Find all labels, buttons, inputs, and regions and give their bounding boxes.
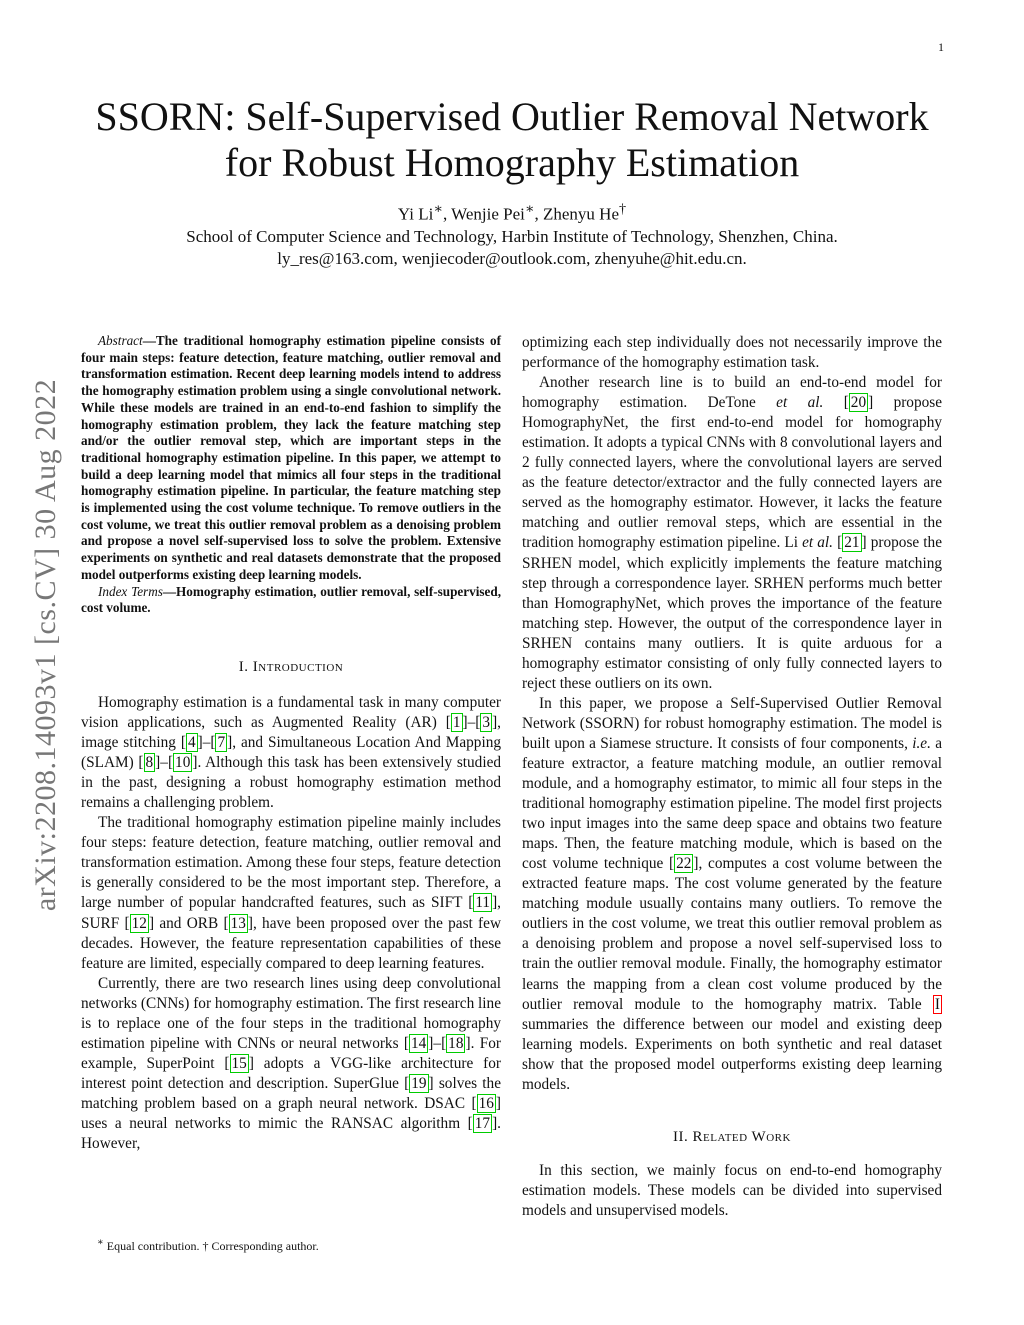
- author-names: Yi Li∗, Wenjie Pei∗, Zhenyu He†: [397, 201, 627, 224]
- citation-link[interactable]: 12: [131, 914, 147, 932]
- index-terms: [81, 584, 501, 617]
- section-heading-related-work: II. Related Work: [673, 1128, 791, 1145]
- author-block: [80, 198, 944, 270]
- citation-link[interactable]: 4: [187, 734, 196, 752]
- page-number: 1: [938, 40, 944, 54]
- section-heading-introduction: I. Introduction: [238, 658, 344, 675]
- intro-paragraph-5: In this paper, we propose a Self-Supervised Outlier Removal Network (SSORN) for robust homography estimation. The model is built upon a Siamese structure. It consists of four components, i.e. a feature extractor, a feature matching module, an outlier removal module, and a homography estimator, to mimic all four steps in the traditional homography estimation pipeline. The model first projects two input images into the same deep space and obtains two feature maps. Then, the feature matching module, which is based on the cost volume technique [ 22 ], computes a cost volume between the extracted feature maps. The cost volume generated by the feature matching module usually contains many outliers. To remove the outliers in the cost volume, we treat this outlier removal problem as a denoising problem and propose a novel self-supervised loss to train the outlier removal module. Finally, the homography estimator learns the mapping from a clean cost volume produced by the outlier removal module to the homography matrix. Table I summaries the difference between our model and existing deep learning models. Experiments on both synthetic and real dataset show that the proposed model outperforms existing deep learning models.: [522, 694, 942, 1093]
- citation-link[interactable]: 15: [231, 1054, 247, 1072]
- paper-title: [80, 94, 944, 186]
- intro-paragraph-1: Homography estimation is a fundamental task in many computer vision applications, such as Augmented Reality (AR) [ 1 ]–[ 3 ], image stitching [ 4 ]–[ 7 ], and Simultaneous Location And Mapping (SLAM) [ 8 ]–[ 10 ]. Although this task has been extensively studied in the past, designing a robust homography estimation method remains a challenging problem.: [81, 694, 502, 812]
- citation-link[interactable]: 13: [230, 914, 246, 932]
- citation-link[interactable]: 3: [482, 714, 491, 732]
- citation-link[interactable]: 7: [217, 734, 226, 752]
- citation-link[interactable]: 22: [676, 855, 692, 873]
- citation-link[interactable]: 1: [452, 714, 461, 732]
- citation-link[interactable]: 19: [411, 1074, 427, 1092]
- affiliation: School of Computer Science and Technology, Harbin Institute of Technology, Shenzhen, China.: [186, 226, 838, 246]
- left-column: [81, 333, 501, 1154]
- author-3: Zhenyu He: [542, 204, 619, 224]
- title-line-1: SSORN: Self-Supervised Outlier Removal Network: [95, 94, 929, 139]
- index-terms-label: Index Terms: [98, 583, 163, 599]
- emails: ly_res@163.com, wenjiecoder@outlook.com, zhenyuhe@hit.edu.cn.: [277, 248, 747, 268]
- intro-paragraph-3: Currently, there are two research lines using deep convolutional networks (CNNs) for homography estimation. The first research line is to replace one of the four steps in the traditional homography estimation pipeline with CNNs or neural networks [ 14 ]–[ 18 ]. For example, SuperPoint [ 15 ] adopts a VGG-like architecture for interest point detection and description. SuperGlue [ 19 ] solves the matching problem based on a graph neural network. DSAC [ 16 ] uses a neural networks to mimic the RANSAC algorithm [ 17 ]. However,: [81, 974, 501, 1153]
- author-2: Wenjie Pei: [451, 204, 525, 224]
- citation-link[interactable]: 14: [411, 1034, 427, 1052]
- citation-link[interactable]: 11: [475, 894, 491, 912]
- intro-paragraph-3-cont: optimizing each step individually does not necessarily improve the performance of the homography estimation task.: [522, 334, 942, 372]
- arxiv-stamp: [28, 345, 64, 945]
- citation-link[interactable]: 18: [448, 1034, 464, 1052]
- arxiv-stamp-text: arXiv:2208.14093v1 [cs.CV] 30 Aug 2022: [29, 378, 62, 912]
- table-reference-link[interactable]: I: [934, 995, 940, 1013]
- citation-link[interactable]: 17: [474, 1114, 491, 1132]
- title-line-2: for Robust Homography Estimation: [224, 140, 800, 185]
- intro-paragraph-4: Another research line is to build an end-to-end model for homography estimation. DeTone et al. [ 20 ] propose HomographyNet, the first end-to-end model for homography estimation. It adopts a typical CNNs with 8 convolutional layers and 2 fully connected layers, where the convolutional layers are served as the feature detector/extractor and the fully connected layers are served as the homography estimator. However, it lacks the feature matching and outlier removal steps, which are essential in the tradition homography estimation pipeline. Li et al. [ 21 ] propose the SRHEN model, which explicitly implements the feature matching step through a correspondence layer. SRHEN performs much better than HomographyNet, which proves the importance of the feature matching step. However, the output of the correspondence layer in SRHEN contains many outliers. It is quite arduous for a homography estimator consisting of only fully connected layers to reject these outliers on its own.: [522, 374, 942, 692]
- author-1: Yi Li: [397, 204, 434, 224]
- abstract: [81, 333, 501, 584]
- citation-link[interactable]: 16: [478, 1094, 494, 1112]
- intro-paragraph-2: The traditional homography estimation pipeline mainly includes four steps: feature detection, feature matching, outlier removal and transformation estimation. Among these four steps, feature detection is generally considered to be the most important step. Therefore, a large number of popular handcrafted features, such as SIFT [ 11 ], SURF [ 12 ] and ORB [ 13 ], have been proposed over the past few decades. However, the feature representation capabilities of these feature are limited, especially compared to deep learning features.: [81, 814, 501, 972]
- footnote: ∗ Equal contribution. † Corresponding author.: [97, 1237, 319, 1253]
- citation-link[interactable]: 10: [175, 754, 191, 772]
- citation-link[interactable]: 20: [850, 394, 867, 412]
- index-terms-text: —Homography estimation, outlier removal, self-supervised, cost volume.: [81, 583, 501, 616]
- related-work-paragraph-1: In this section, we mainly focus on end-to-end homography estimation models. These models can be divided into supervised models and unsupervised models.: [522, 1161, 942, 1219]
- abstract-label: Abstract: [98, 333, 143, 348]
- right-column: [522, 333, 942, 1221]
- abstract-text: —The traditional homography estimation pipeline consists of four main steps: feature detection, feature matching, outlier removal and transformation estimation. Recent deep learning models intend to address the homography estimation problem using a single convolutional network. While these models are trained in an end-to-end fashion to simplify the homography estimation problem, they lack the feature matching step and/or the outlier removal step, which are important steps in the traditional homography estimation pipeline. In this paper, we attempt to build a deep learning model that mimics all four steps in the traditional homography estimation pipeline. In particular, the feature matching step is implemented using the cost volume technique. To remove outliers in the cost volume, we treat this outlier removal problem as a denoising problem and propose a novel self-supervised loss to solve the problem. Extensive experiments on synthetic and real datasets demonstrate that the proposed model outperforms existing deep learning models.: [81, 333, 501, 582]
- citation-link[interactable]: 21: [844, 534, 860, 552]
- citation-link[interactable]: 8: [145, 754, 154, 772]
